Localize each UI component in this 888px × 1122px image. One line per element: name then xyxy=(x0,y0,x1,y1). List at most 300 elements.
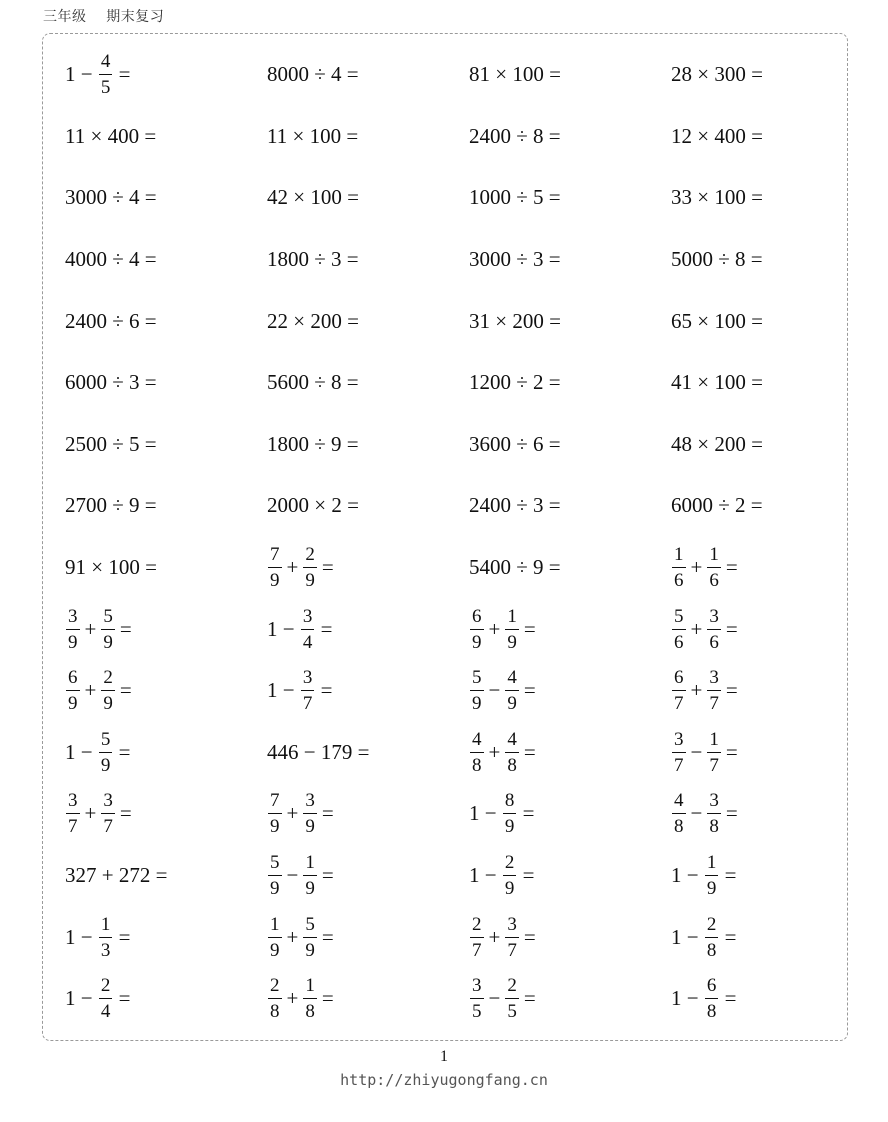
fraction-numerator: 6 xyxy=(68,667,78,689)
problem-text: 1000 ÷ 5 = xyxy=(469,185,561,210)
problem-row xyxy=(65,845,845,907)
fraction xyxy=(672,668,686,713)
problem-item xyxy=(469,783,534,845)
fraction-numerator: 5 xyxy=(472,667,482,689)
fraction xyxy=(707,730,721,775)
equals-sign: = xyxy=(119,616,132,641)
problem-text: = xyxy=(113,739,131,764)
fraction xyxy=(470,668,484,713)
problem-item xyxy=(267,167,359,229)
problem-row xyxy=(65,537,845,599)
fraction-numerator: 1 xyxy=(674,544,684,566)
problem-text: 1 − xyxy=(65,924,98,949)
operator: − xyxy=(488,986,501,1011)
fraction-denominator: 8 xyxy=(305,1001,315,1023)
problem-item xyxy=(65,106,156,168)
fraction-numerator: 3 xyxy=(305,790,315,812)
problem-row xyxy=(65,414,845,476)
operator: + xyxy=(690,555,703,580)
problem-text: = xyxy=(517,863,535,888)
problem-text: 1 − xyxy=(65,62,98,87)
problem-item xyxy=(671,722,742,784)
problem-item xyxy=(65,44,130,106)
fraction-denominator: 8 xyxy=(706,939,717,961)
problem-text: 4000 ÷ 4 = xyxy=(65,247,157,272)
fraction xyxy=(303,976,317,1021)
fraction-denominator: 9 xyxy=(504,816,515,838)
problem-item xyxy=(469,414,561,476)
problem-item xyxy=(671,598,742,660)
problem-item xyxy=(267,44,359,106)
equals-sign: = xyxy=(321,555,334,580)
problem-item xyxy=(671,660,742,722)
operator: + xyxy=(84,801,97,826)
equals-sign: = xyxy=(523,678,536,703)
fraction-denominator: 7 xyxy=(103,816,113,838)
problem-text: 6000 ÷ 3 = xyxy=(65,370,157,395)
operator: − xyxy=(286,863,299,888)
problem-item xyxy=(469,537,561,599)
operator: + xyxy=(286,555,299,580)
fraction-denominator: 7 xyxy=(302,693,313,715)
problem-item xyxy=(267,414,359,476)
problem-item xyxy=(65,845,167,907)
fraction-denominator: 7 xyxy=(674,693,684,715)
problem-item xyxy=(65,229,157,291)
problem-item xyxy=(469,44,561,106)
fraction xyxy=(66,791,80,836)
problem-text: 11 × 400 = xyxy=(65,123,157,148)
fraction-denominator: 7 xyxy=(68,816,78,838)
fraction-denominator: 6 xyxy=(709,631,719,653)
fraction-numerator: 4 xyxy=(674,790,684,812)
fraction-denominator: 9 xyxy=(472,631,482,653)
fraction-denominator: 8 xyxy=(706,1001,717,1023)
fraction xyxy=(672,607,686,652)
problem-sheet xyxy=(42,33,848,1041)
problem-item xyxy=(267,229,359,291)
fraction xyxy=(303,545,317,590)
fraction-numerator: 4 xyxy=(100,51,111,73)
fraction xyxy=(66,668,80,713)
fraction-numerator: 7 xyxy=(270,544,280,566)
problem-item xyxy=(469,167,561,229)
fraction xyxy=(268,976,282,1021)
problem-item xyxy=(65,660,136,722)
problem-text: 2400 ÷ 6 = xyxy=(65,308,157,333)
problem-item xyxy=(267,906,338,968)
fraction xyxy=(707,791,721,836)
fraction xyxy=(707,607,721,652)
problem-row xyxy=(65,167,845,229)
fraction-denominator: 9 xyxy=(507,693,517,715)
fraction-numerator: 6 xyxy=(472,605,482,627)
operator: + xyxy=(286,986,299,1011)
problem-text: 1800 ÷ 3 = xyxy=(267,247,359,272)
problem-text: 81 × 100 = xyxy=(469,62,561,87)
problem-text: 2500 ÷ 5 = xyxy=(65,431,157,456)
problem-text: = xyxy=(113,986,131,1011)
fraction-denominator: 9 xyxy=(305,878,315,900)
equals-sign: = xyxy=(725,555,738,580)
fraction-denominator: 6 xyxy=(674,570,684,592)
fraction-denominator: 9 xyxy=(68,693,78,715)
operator: + xyxy=(286,801,299,826)
fraction-denominator: 4 xyxy=(100,1001,111,1023)
fraction-denominator: 3 xyxy=(100,939,111,961)
problem-text: 1 − xyxy=(671,986,704,1011)
operator: + xyxy=(690,678,703,703)
problem-text: 1 − xyxy=(671,924,704,949)
fraction-denominator: 7 xyxy=(507,939,517,961)
fraction xyxy=(268,853,282,898)
fraction-numerator: 1 xyxy=(507,605,517,627)
problem-text: = xyxy=(113,924,131,949)
problem-item xyxy=(267,290,359,352)
fraction xyxy=(99,976,113,1021)
fraction xyxy=(705,853,719,898)
fraction-denominator: 8 xyxy=(507,754,517,776)
problem-item xyxy=(671,290,763,352)
problem-text: 2400 ÷ 8 = xyxy=(469,123,561,148)
fraction xyxy=(301,668,315,713)
equals-sign: = xyxy=(725,616,738,641)
fraction-denominator: 7 xyxy=(709,693,719,715)
fraction-denominator: 7 xyxy=(472,939,482,961)
equals-sign: = xyxy=(119,678,132,703)
equals-sign: = xyxy=(321,801,334,826)
problem-item xyxy=(65,968,130,1030)
fraction-denominator: 7 xyxy=(709,754,719,776)
problem-item xyxy=(65,906,130,968)
fraction-denominator: 8 xyxy=(270,1001,280,1023)
fraction xyxy=(672,545,686,590)
problem-item xyxy=(267,783,338,845)
problem-text: 8000 ÷ 4 = xyxy=(267,62,359,87)
equals-sign: = xyxy=(523,986,536,1011)
fraction-denominator: 4 xyxy=(302,631,313,653)
problem-item xyxy=(671,106,763,168)
equals-sign: = xyxy=(321,924,334,949)
fraction-numerator: 3 xyxy=(302,667,313,689)
fraction xyxy=(705,976,719,1021)
problem-item xyxy=(469,106,561,168)
problem-text: 1200 ÷ 2 = xyxy=(469,370,561,395)
fraction-denominator: 8 xyxy=(674,816,684,838)
problem-text: 1 − xyxy=(671,863,704,888)
fraction-denominator: 9 xyxy=(68,631,78,653)
problem-text: 31 × 200 = xyxy=(469,308,561,333)
fraction-numerator: 2 xyxy=(103,667,113,689)
equals-sign: = xyxy=(725,739,738,764)
problem-text: 28 × 300 = xyxy=(671,62,763,87)
fraction-denominator: 9 xyxy=(305,570,315,592)
fraction xyxy=(303,791,317,836)
problem-row xyxy=(65,906,845,968)
fraction-denominator: 9 xyxy=(270,816,280,838)
fraction-numerator: 2 xyxy=(270,975,280,997)
fraction-denominator: 9 xyxy=(706,878,717,900)
fraction-numerator: 3 xyxy=(68,605,78,627)
fraction xyxy=(672,730,686,775)
fraction xyxy=(707,545,721,590)
operator: + xyxy=(690,616,703,641)
equals-sign: = xyxy=(725,801,738,826)
fraction xyxy=(303,853,317,898)
fraction-numerator: 5 xyxy=(103,605,113,627)
fraction-numerator: 2 xyxy=(100,975,111,997)
footer-url: http://zhiyugongfang.cn xyxy=(340,1071,548,1089)
problem-item xyxy=(671,475,763,537)
problem-item xyxy=(65,414,157,476)
problem-item xyxy=(671,414,763,476)
fraction-numerator: 2 xyxy=(706,913,717,935)
problem-item xyxy=(469,660,540,722)
fraction-numerator: 5 xyxy=(674,605,684,627)
fraction-denominator: 9 xyxy=(270,878,280,900)
fraction xyxy=(268,545,282,590)
fraction xyxy=(99,915,113,960)
fraction-numerator: 1 xyxy=(709,544,719,566)
problem-text: 5000 ÷ 8 = xyxy=(671,247,763,272)
fraction xyxy=(101,607,115,652)
problem-item xyxy=(671,537,742,599)
operator: + xyxy=(488,739,501,764)
fraction xyxy=(101,668,115,713)
operator: + xyxy=(84,616,97,641)
problem-text: = xyxy=(315,678,333,703)
problem-row xyxy=(65,229,845,291)
equals-sign: = xyxy=(119,801,132,826)
problem-item xyxy=(671,968,736,1030)
problem-item xyxy=(267,722,369,784)
fraction-denominator: 9 xyxy=(103,631,113,653)
fraction xyxy=(470,730,484,775)
fraction xyxy=(268,915,282,960)
problem-item xyxy=(267,598,332,660)
fraction-numerator: 1 xyxy=(305,975,315,997)
operator: + xyxy=(84,678,97,703)
fraction xyxy=(672,791,686,836)
equals-sign: = xyxy=(523,924,536,949)
fraction xyxy=(505,915,519,960)
fraction-denominator: 6 xyxy=(709,570,719,592)
problem-text: 1 − xyxy=(65,986,98,1011)
problem-item xyxy=(267,968,338,1030)
fraction xyxy=(99,52,113,97)
problem-text: 42 × 100 = xyxy=(267,185,359,210)
fraction xyxy=(268,791,282,836)
fraction-numerator: 1 xyxy=(270,913,280,935)
problem-text: = xyxy=(517,801,535,826)
fraction-numerator: 4 xyxy=(507,728,517,750)
problem-item xyxy=(65,475,157,537)
fraction-numerator: 5 xyxy=(305,913,315,935)
problem-text: 327 + 272 = xyxy=(65,863,168,888)
fraction-numerator: 3 xyxy=(507,913,517,935)
problem-item xyxy=(671,229,763,291)
problem-text: = xyxy=(719,986,737,1011)
problem-text: 446 − 179 = xyxy=(267,739,370,764)
problem-item xyxy=(65,783,136,845)
fraction xyxy=(470,976,484,1021)
equals-sign: = xyxy=(523,739,536,764)
fraction-denominator: 9 xyxy=(472,693,482,715)
problem-item xyxy=(65,167,157,229)
fraction-numerator: 6 xyxy=(706,975,717,997)
problem-text: 22 × 200 = xyxy=(267,308,359,333)
fraction-denominator: 9 xyxy=(103,693,113,715)
fraction xyxy=(303,915,317,960)
fraction-numerator: 6 xyxy=(674,667,684,689)
problem-item xyxy=(671,906,736,968)
problem-grid xyxy=(65,44,845,1030)
problem-item xyxy=(469,722,540,784)
problem-item xyxy=(469,598,540,660)
fraction-numerator: 2 xyxy=(504,852,515,874)
problem-item xyxy=(267,352,359,414)
operator: − xyxy=(488,678,501,703)
fraction xyxy=(301,607,315,652)
fraction-numerator: 3 xyxy=(674,728,684,750)
fraction-denominator: 9 xyxy=(305,816,315,838)
fraction-denominator: 9 xyxy=(100,754,111,776)
fraction-denominator: 9 xyxy=(270,939,280,961)
operator: + xyxy=(488,924,501,949)
fraction-numerator: 3 xyxy=(709,667,719,689)
fraction xyxy=(505,668,519,713)
problem-item xyxy=(267,845,338,907)
problem-text: 91 × 100 = xyxy=(65,555,157,580)
problem-item xyxy=(267,537,338,599)
problem-item xyxy=(469,475,561,537)
problem-text: 65 × 100 = xyxy=(671,308,763,333)
fraction-denominator: 8 xyxy=(472,754,482,776)
equals-sign: = xyxy=(321,863,334,888)
problem-text: 2000 × 2 = xyxy=(267,493,359,518)
problem-item xyxy=(469,968,540,1030)
fraction-numerator: 3 xyxy=(68,790,78,812)
fraction xyxy=(503,791,517,836)
problem-text: 48 × 200 = xyxy=(671,431,763,456)
problem-item xyxy=(65,352,157,414)
fraction-denominator: 5 xyxy=(507,1001,517,1023)
problem-text: 1 − xyxy=(469,801,502,826)
fraction-numerator: 4 xyxy=(472,728,482,750)
fraction-numerator: 3 xyxy=(709,605,719,627)
problem-row xyxy=(65,660,845,722)
fraction-numerator: 3 xyxy=(103,790,113,812)
fraction-numerator: 1 xyxy=(305,852,315,874)
problem-row xyxy=(65,44,845,106)
problem-item xyxy=(469,229,561,291)
fraction xyxy=(470,915,484,960)
fraction xyxy=(503,853,517,898)
problem-item xyxy=(469,845,534,907)
problem-row xyxy=(65,598,845,660)
problem-text: = xyxy=(315,616,333,641)
problem-row xyxy=(65,106,845,168)
problem-item xyxy=(65,290,157,352)
operator: − xyxy=(690,801,703,826)
fraction-numerator: 1 xyxy=(709,728,719,750)
fraction-numerator: 4 xyxy=(507,667,517,689)
problem-text: 5400 ÷ 9 = xyxy=(469,555,561,580)
problem-item xyxy=(267,660,332,722)
problem-text: = xyxy=(719,863,737,888)
problem-item xyxy=(671,44,763,106)
problem-row xyxy=(65,352,845,414)
fraction-denominator: 5 xyxy=(472,1001,482,1023)
problem-item xyxy=(65,537,157,599)
problem-text: 5600 ÷ 8 = xyxy=(267,370,359,395)
problem-item xyxy=(65,722,130,784)
fraction-numerator: 1 xyxy=(706,852,717,874)
problem-text: = xyxy=(113,62,131,87)
fraction-numerator: 3 xyxy=(709,790,719,812)
equals-sign: = xyxy=(725,678,738,703)
fraction-numerator: 7 xyxy=(270,790,280,812)
fraction-denominator: 6 xyxy=(674,631,684,653)
fraction xyxy=(505,976,519,1021)
worksheet-title: 三年级 期末复习 xyxy=(43,9,165,25)
problem-item xyxy=(671,167,763,229)
problem-item xyxy=(267,106,358,168)
page-number: 1 xyxy=(440,1048,448,1065)
problem-text: 11 × 100 = xyxy=(267,123,359,148)
equals-sign: = xyxy=(523,616,536,641)
fraction-denominator: 9 xyxy=(270,570,280,592)
fraction-denominator: 9 xyxy=(305,939,315,961)
problem-text: = xyxy=(719,924,737,949)
problem-item xyxy=(671,783,742,845)
problem-text: 12 × 400 = xyxy=(671,123,763,148)
fraction xyxy=(707,668,721,713)
problem-item xyxy=(469,352,561,414)
problem-item xyxy=(671,845,736,907)
fraction-denominator: 7 xyxy=(674,754,684,776)
problem-item xyxy=(267,475,359,537)
fraction-denominator: 8 xyxy=(709,816,719,838)
fraction-denominator: 9 xyxy=(507,631,517,653)
problem-text: 2400 ÷ 3 = xyxy=(469,493,561,518)
problem-item xyxy=(671,352,763,414)
problem-text: 33 × 100 = xyxy=(671,185,763,210)
problem-text: 3000 ÷ 4 = xyxy=(65,185,157,210)
fraction-numerator: 3 xyxy=(472,975,482,997)
problem-text: 1800 ÷ 9 = xyxy=(267,431,359,456)
operator: + xyxy=(488,616,501,641)
fraction xyxy=(66,607,80,652)
fraction xyxy=(470,607,484,652)
fraction xyxy=(505,730,519,775)
fraction-numerator: 3 xyxy=(302,605,313,627)
problem-text: 1 − xyxy=(469,863,502,888)
fraction-denominator: 9 xyxy=(504,878,515,900)
problem-text: 2700 ÷ 9 = xyxy=(65,493,157,518)
fraction-numerator: 2 xyxy=(507,975,517,997)
problem-row xyxy=(65,290,845,352)
problem-row xyxy=(65,968,845,1030)
problem-item xyxy=(65,598,136,660)
problem-text: 1 − xyxy=(65,739,98,764)
fraction xyxy=(705,915,719,960)
fraction-numerator: 2 xyxy=(305,544,315,566)
problem-item xyxy=(469,906,540,968)
problem-row xyxy=(65,783,845,845)
problem-item xyxy=(469,290,561,352)
fraction-numerator: 1 xyxy=(100,913,111,935)
